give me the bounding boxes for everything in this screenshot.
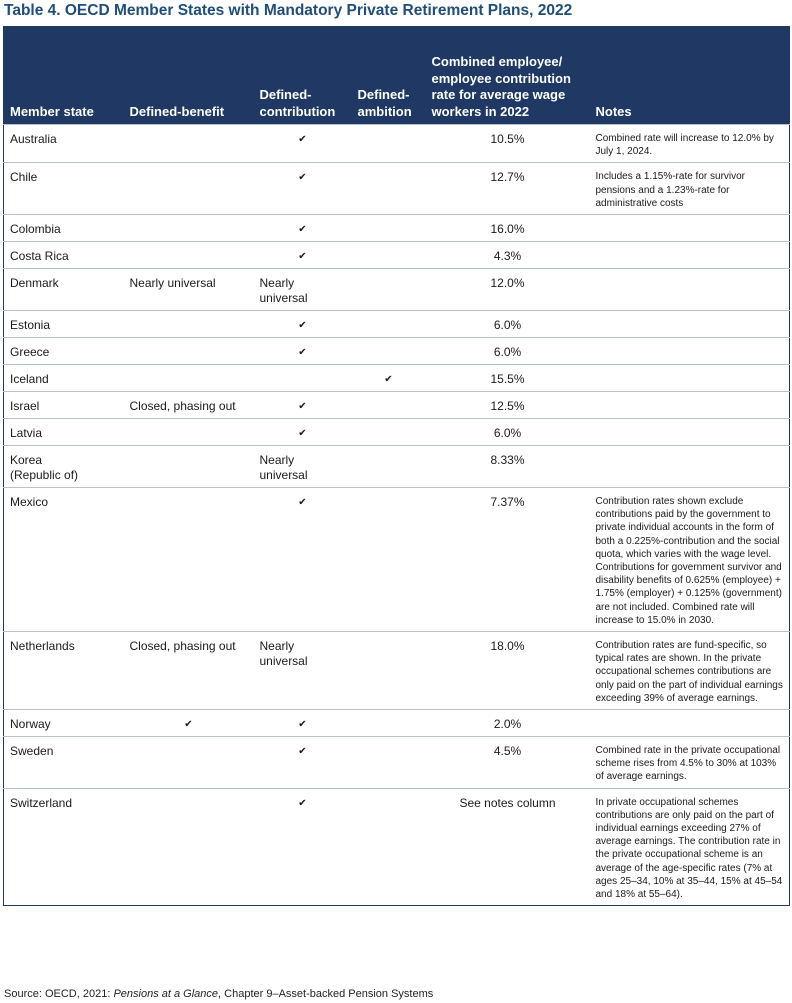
cell-member-state	[4, 446, 124, 488]
cell-defined-ambition: ✔	[352, 365, 426, 392]
cell-member-state: Latvia	[4, 419, 124, 446]
cell-member-state-line: Korea	[10, 453, 43, 468]
col-header-notes: Notes	[590, 27, 790, 125]
cell-defined-ambition	[352, 632, 426, 710]
cell-defined-contribution: ✔	[254, 338, 352, 365]
cell-notes	[590, 392, 790, 419]
cell-contribution-rate: 6.0%	[426, 419, 590, 446]
cell-notes	[590, 446, 790, 488]
cell-defined-ambition	[352, 242, 426, 269]
table-row	[4, 737, 790, 789]
cell-notes	[590, 710, 790, 737]
cell-contribution-rate: 7.37%	[426, 488, 590, 632]
cell-defined-contribution: Nearly universal	[254, 269, 352, 311]
cell-member-state: Norway	[4, 710, 124, 737]
cell-member-state: Australia	[4, 125, 124, 163]
source-suffix: , Chapter 9–Asset-backed Pension Systems	[218, 988, 434, 1000]
cell-defined-ambition	[352, 269, 426, 311]
table-row	[4, 365, 790, 392]
cell-defined-benefit	[124, 338, 254, 365]
cell-notes	[590, 419, 790, 446]
table-row	[4, 215, 790, 242]
col-header-defined-ambition: Defined-ambition	[352, 27, 426, 125]
cell-notes	[590, 311, 790, 338]
cell-notes: Combined rate in the private occupational scheme rises from 4.5% to 30% at 103% of average earnings.	[590, 737, 790, 789]
table-row	[4, 392, 790, 419]
cell-member-state-line: (Republic of)	[10, 468, 79, 483]
header-row	[4, 27, 790, 125]
cell-defined-contribution: ✔	[254, 737, 352, 789]
cell-defined-benefit: Closed, phasing out	[124, 632, 254, 710]
cell-defined-benefit: Nearly universal	[124, 269, 254, 311]
cell-notes: Contribution rates shown exclude contributions paid by the government to private individual accounts in the form of both a 0.225%-contribution and the social quota, which varies with the wage level. Contributions for government survivor and disability benefits of 0.625% (employee) + 1.75% (employer) + 0.125% (government) are not included. Combined rate will increase to 15.0% in 2030.	[590, 488, 790, 632]
cell-defined-ambition	[352, 338, 426, 365]
source-note	[4, 988, 433, 1000]
cell-defined-ambition	[352, 737, 426, 789]
table-row	[4, 632, 790, 710]
cell-contribution-rate: 12.0%	[426, 269, 590, 311]
cell-contribution-rate: 8.33%	[426, 446, 590, 488]
col-header-contribution-rate: Combined employee/ employee contribution rate for average wage workers in 2022	[426, 27, 590, 125]
cell-defined-ambition	[352, 311, 426, 338]
cell-contribution-rate: 15.5%	[426, 365, 590, 392]
cell-member-state: Estonia	[4, 311, 124, 338]
source-title: Pensions at a Glance	[113, 988, 219, 1000]
cell-defined-contribution: ✔	[254, 419, 352, 446]
cell-defined-contribution: ✔	[254, 392, 352, 419]
cell-defined-ambition	[352, 215, 426, 242]
cell-defined-contribution: ✔	[254, 710, 352, 737]
table-row	[4, 788, 790, 906]
table-row	[4, 419, 790, 446]
cell-defined-benefit	[124, 446, 254, 488]
cell-member-state: Sweden	[4, 737, 124, 789]
table-row	[4, 311, 790, 338]
cell-defined-contribution: ✔	[254, 125, 352, 163]
table-row	[4, 163, 790, 215]
cell-defined-ambition	[352, 710, 426, 737]
cell-defined-contribution: ✔	[254, 788, 352, 906]
table-row	[4, 125, 790, 163]
cell-notes	[590, 269, 790, 311]
cell-contribution-rate: 12.7%	[426, 163, 590, 215]
col-header-member-state: Member state	[4, 27, 124, 125]
table-row	[4, 446, 790, 488]
col-header-defined-benefit: Defined-benefit	[124, 27, 254, 125]
table-title: Table 4. OECD Member States with Mandatory Private Retirement Plans, 2022	[4, 2, 573, 19]
cell-contribution-rate: See notes column	[426, 788, 590, 906]
table-row	[4, 269, 790, 311]
cell-defined-benefit	[124, 311, 254, 338]
cell-notes	[590, 242, 790, 269]
cell-member-state: Costa Rica	[4, 242, 124, 269]
cell-member-state: Chile	[4, 163, 124, 215]
cell-contribution-rate: 12.5%	[426, 392, 590, 419]
cell-member-state: Netherlands	[4, 632, 124, 710]
table-row	[4, 710, 790, 737]
cell-defined-ambition	[352, 163, 426, 215]
cell-defined-ambition	[352, 125, 426, 163]
cell-contribution-rate: 4.3%	[426, 242, 590, 269]
cell-member-state: Greece	[4, 338, 124, 365]
cell-notes	[590, 365, 790, 392]
cell-contribution-rate: 10.5%	[426, 125, 590, 163]
cell-defined-ambition	[352, 392, 426, 419]
cell-defined-benefit	[124, 163, 254, 215]
retirement-plans-table	[3, 26, 790, 906]
cell-member-state: Iceland	[4, 365, 124, 392]
cell-defined-benefit	[124, 419, 254, 446]
cell-defined-contribution: ✔	[254, 215, 352, 242]
cell-member-state: Israel	[4, 392, 124, 419]
cell-defined-benefit: ✔	[124, 710, 254, 737]
cell-contribution-rate: 6.0%	[426, 311, 590, 338]
cell-defined-contribution	[254, 365, 352, 392]
table-row	[4, 488, 790, 632]
cell-defined-contribution: ✔	[254, 488, 352, 632]
cell-defined-benefit	[124, 737, 254, 789]
cell-contribution-rate: 4.5%	[426, 737, 590, 789]
cell-defined-contribution: Nearly universal	[254, 632, 352, 710]
cell-defined-benefit	[124, 215, 254, 242]
cell-member-state: Denmark	[4, 269, 124, 311]
cell-member-state: Switzerland	[4, 788, 124, 906]
cell-notes	[590, 338, 790, 365]
cell-contribution-rate: 18.0%	[426, 632, 590, 710]
table-body	[4, 125, 790, 906]
cell-notes: Includes a 1.15%-rate for survivor pensions and a 1.23%-rate for administrative costs	[590, 163, 790, 215]
cell-defined-contribution: Nearly universal	[254, 446, 352, 488]
cell-defined-ambition	[352, 788, 426, 906]
cell-notes	[590, 215, 790, 242]
cell-defined-benefit	[124, 125, 254, 163]
cell-member-state: Mexico	[4, 488, 124, 632]
cell-defined-contribution: ✔	[254, 163, 352, 215]
table-row	[4, 242, 790, 269]
cell-defined-contribution: ✔	[254, 311, 352, 338]
cell-defined-ambition	[352, 446, 426, 488]
cell-defined-contribution: ✔	[254, 242, 352, 269]
cell-contribution-rate: 2.0%	[426, 710, 590, 737]
source-prefix: Source: OECD, 2021:	[4, 988, 114, 1000]
cell-defined-benefit: Closed, phasing out	[124, 392, 254, 419]
cell-defined-benefit	[124, 242, 254, 269]
cell-notes: Contribution rates are fund-specific, so typical rates are shown. In the private occupational schemes contributions are only paid on the part of individual earnings exceeding 39% of average earnings.	[590, 632, 790, 710]
cell-defined-benefit	[124, 788, 254, 906]
cell-notes: In private occupational schemes contributions are only paid on the part of individual earnings exceeding 27% of average earnings. The contribution rate in the private occupational scheme is an average of the age-specific rates (7% at ages 25–34, 10% at 35–44, 15% at 45–54 and 18% at 55–64).	[590, 788, 790, 906]
cell-defined-ambition	[352, 488, 426, 632]
cell-member-state: Colombia	[4, 215, 124, 242]
cell-contribution-rate: 16.0%	[426, 215, 590, 242]
col-header-defined-contribution: Defined-contribution	[254, 27, 352, 125]
cell-notes: Combined rate will increase to 12.0% by July 1, 2024.	[590, 125, 790, 163]
cell-defined-ambition	[352, 419, 426, 446]
table-row	[4, 338, 790, 365]
cell-defined-benefit	[124, 365, 254, 392]
cell-defined-benefit	[124, 488, 254, 632]
cell-contribution-rate: 6.0%	[426, 338, 590, 365]
